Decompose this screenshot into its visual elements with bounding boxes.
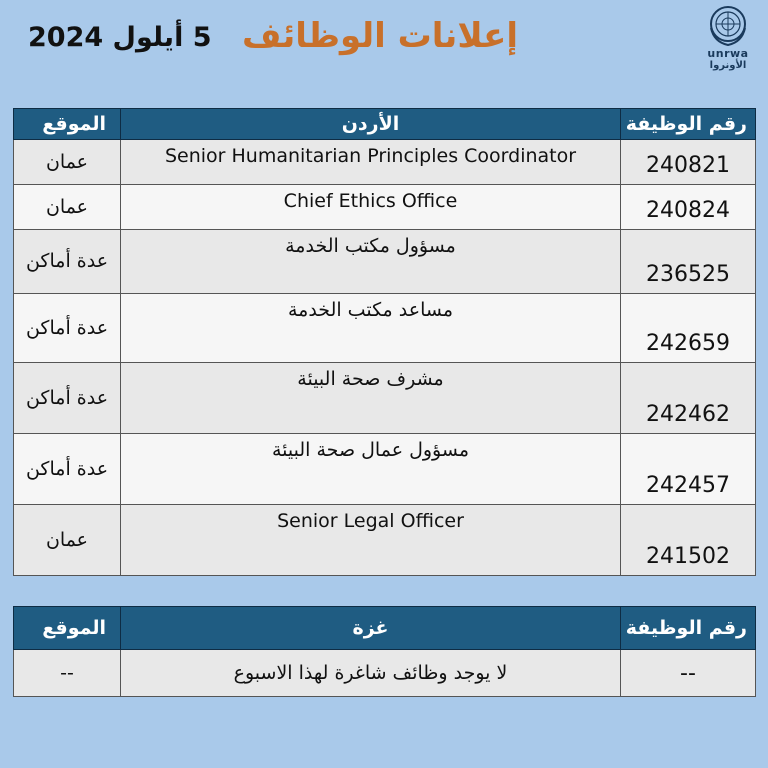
- table-row: [14, 505, 756, 576]
- jordan-jobs-table: [13, 108, 756, 576]
- job-title: مسؤول عمال صحة البيئة: [121, 434, 621, 505]
- table-header-row: [14, 607, 756, 650]
- gaza-jobs-table: [13, 606, 756, 697]
- job-title: Senior Legal Officer: [121, 505, 621, 576]
- job-location: عمان: [14, 505, 121, 576]
- job-number: --: [621, 650, 756, 697]
- job-location: عدة أماكن: [14, 230, 121, 294]
- job-number: 240824: [621, 185, 756, 230]
- header-location: الموقع: [14, 607, 121, 650]
- job-number: 242659: [621, 294, 756, 363]
- table-row: [14, 363, 756, 434]
- header-region-jordan: الأردن: [121, 109, 621, 140]
- table-row: [14, 185, 756, 230]
- job-location: عدة أماكن: [14, 434, 121, 505]
- table-row: [14, 230, 756, 294]
- job-location: --: [14, 650, 121, 697]
- header-job-number: رقم الوظيفة: [621, 109, 756, 140]
- table-row: [14, 140, 756, 185]
- job-location: عمان: [14, 185, 121, 230]
- job-number: 242457: [621, 434, 756, 505]
- table-row: [14, 434, 756, 505]
- table-header-row: [14, 109, 756, 140]
- job-title: مشرف صحة البيئة: [121, 363, 621, 434]
- job-number: 242462: [621, 363, 756, 434]
- job-number: 236525: [621, 230, 756, 294]
- table-row: [14, 650, 756, 697]
- header: [0, 0, 768, 90]
- page-title: إعلانات الوظائف: [242, 16, 519, 56]
- job-location: عدة أماكن: [14, 294, 121, 363]
- job-number: 241502: [621, 505, 756, 576]
- unrwa-logo: [700, 4, 756, 78]
- job-title: لا يوجد وظائف شاغرة لهذا الاسبوع: [121, 650, 621, 697]
- un-emblem-icon: [704, 4, 752, 48]
- header-location: الموقع: [14, 109, 121, 140]
- job-title: Chief Ethics Office: [121, 185, 621, 230]
- table-row: [14, 294, 756, 363]
- header-region-gaza: غزة: [121, 607, 621, 650]
- announcement-date: 5 أيلول 2024: [28, 22, 212, 53]
- header-job-number: رقم الوظيفة: [621, 607, 756, 650]
- job-location: عدة أماكن: [14, 363, 121, 434]
- logo-text-ar: الأونروا: [709, 60, 747, 71]
- job-title: مساعد مكتب الخدمة: [121, 294, 621, 363]
- job-title: Senior Humanitarian Principles Coordinator: [121, 140, 621, 185]
- logo-text: unrwa: [707, 47, 749, 60]
- job-number: 240821: [621, 140, 756, 185]
- job-location: عمان: [14, 140, 121, 185]
- job-title: مسؤول مكتب الخدمة: [121, 230, 621, 294]
